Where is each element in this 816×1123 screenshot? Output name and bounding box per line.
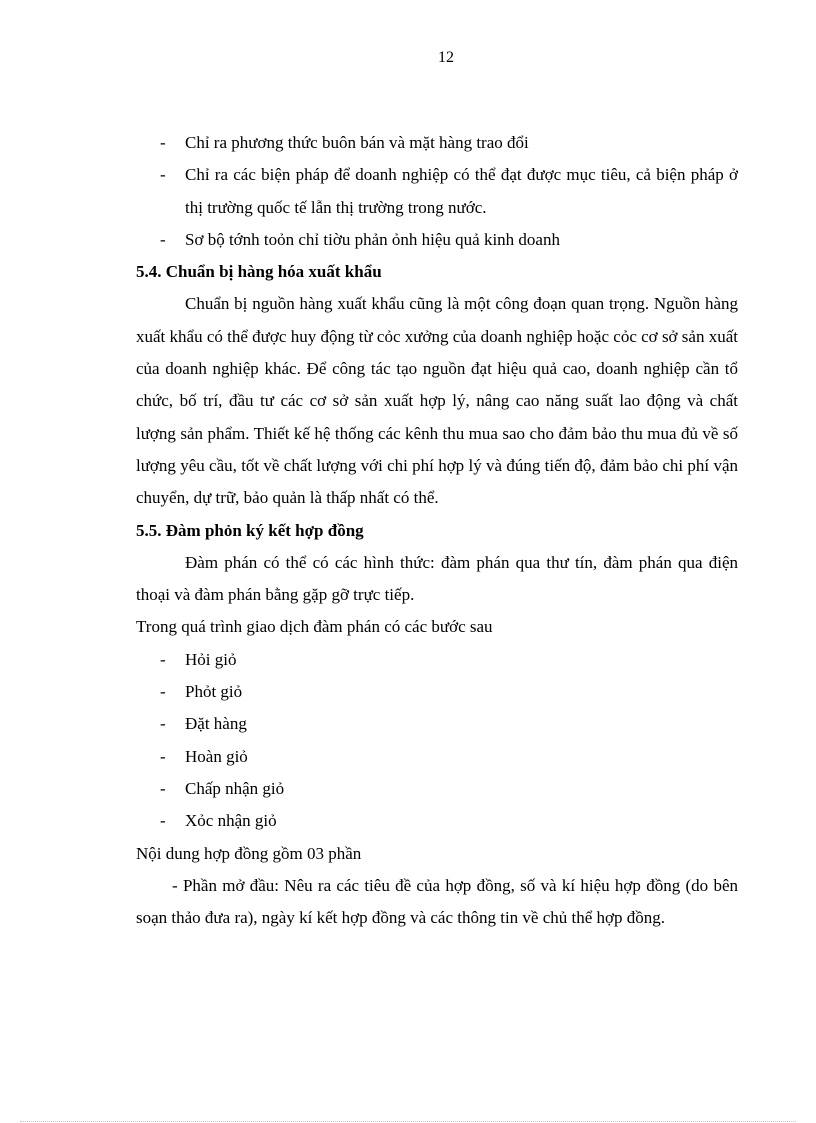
list-item-text: Hỏi giỏ (185, 649, 237, 669)
list-item (136, 224, 738, 256)
bullet-dash: - (160, 714, 166, 734)
document-body (136, 127, 738, 934)
list-item (136, 708, 738, 740)
list-item-text: Hoàn giỏ (185, 746, 248, 766)
bullet-dash: - (160, 811, 166, 831)
list-item-text: Phỏt giỏ (185, 682, 243, 702)
list-item (136, 159, 738, 224)
page-number: 12 (438, 49, 454, 66)
list-item-text: Chỉ ra phương thức buôn bán và mặt hàng trao đổi (185, 133, 529, 152)
list-item-text: Xỏc nhận giỏ (185, 811, 277, 831)
bullet-dash: - (160, 165, 166, 185)
paragraph: Đàm phán có thể có các hình thức: đàm phán qua thư tín, đàm phán qua điện thoại và đàm phán bằng gặp gỡ trực tiếp. (136, 552, 738, 605)
list-item-text: Chỉ ra các biện pháp để doanh nghiệp có thể đạt được mục tiêu, cả biện pháp ở thị trường quốc tế lẫn thị trường trong nước. (185, 165, 738, 217)
bullet-dash: - (160, 229, 166, 249)
paragraph: Nội dung hợp đồng gồm 03 phần (136, 843, 362, 863)
bullet-dash: - (160, 133, 166, 152)
list-item (136, 127, 738, 159)
list-item (136, 644, 738, 676)
list-item (136, 805, 738, 837)
bullet-dash: - (160, 682, 166, 702)
list-item (136, 773, 738, 805)
section-heading: 5.4. Chuẩn bị hàng hóa xuất khẩu (136, 262, 382, 282)
list-item-text: Sơ bộ tớnh toỏn chỉ tiờu phản ỏnh hiệu quả kinh doanh (185, 229, 560, 249)
list-item-text: Đặt hàng (185, 714, 247, 734)
paragraph: Chuẩn bị nguồn hàng xuất khẩu cũng là một công đoạn quan trọng. Nguồn hàng xuất khẩu có thể được huy động từ cỏc xưởng của doanh nghiệp hoặc cỏc cơ sở sản xuất của doanh nghiệp khác. Để công tác tạo nguồn đạt hiệu quả cao, doanh nghiệp cần tổ chức, bố trí, đầu tư các cơ sở sản xuất hợp lý, nâng cao năng suất lao động và chất lượng sản phẩm. Thiết kế hệ thống các kênh thu mua sao cho đảm bảo thu mua đủ về số lượng yêu cầu, tốt về chất lượng với chi phí hợp lý và đúng tiến độ, đảm bảo chi phí vận chuyển, dự trữ, bảo quản là thấp nhất có thể. (136, 294, 738, 508)
list-item-text: Chấp nhận giỏ (185, 778, 285, 798)
bullet-dash: - (160, 649, 166, 669)
list-item (136, 676, 738, 708)
paragraph: Trong quá trình giao dịch đàm phán có các bước sau (136, 617, 493, 637)
page-bottom-divider (20, 1121, 796, 1122)
list-item (136, 741, 738, 773)
bullet-dash: - (160, 746, 166, 766)
bullet-dash: - (160, 778, 166, 798)
paragraph: - Phần mở đầu: Nêu ra các tiêu đề của hợp đồng, số và kí hiệu hợp đồng (do bên soạn thảo đưa ra), ngày kí kết hợp đồng và các thông tin về chủ thể hợp đồng. (136, 875, 738, 928)
section-heading: 5.5. Đàm phỏn ký kết hợp đồng (136, 520, 364, 540)
